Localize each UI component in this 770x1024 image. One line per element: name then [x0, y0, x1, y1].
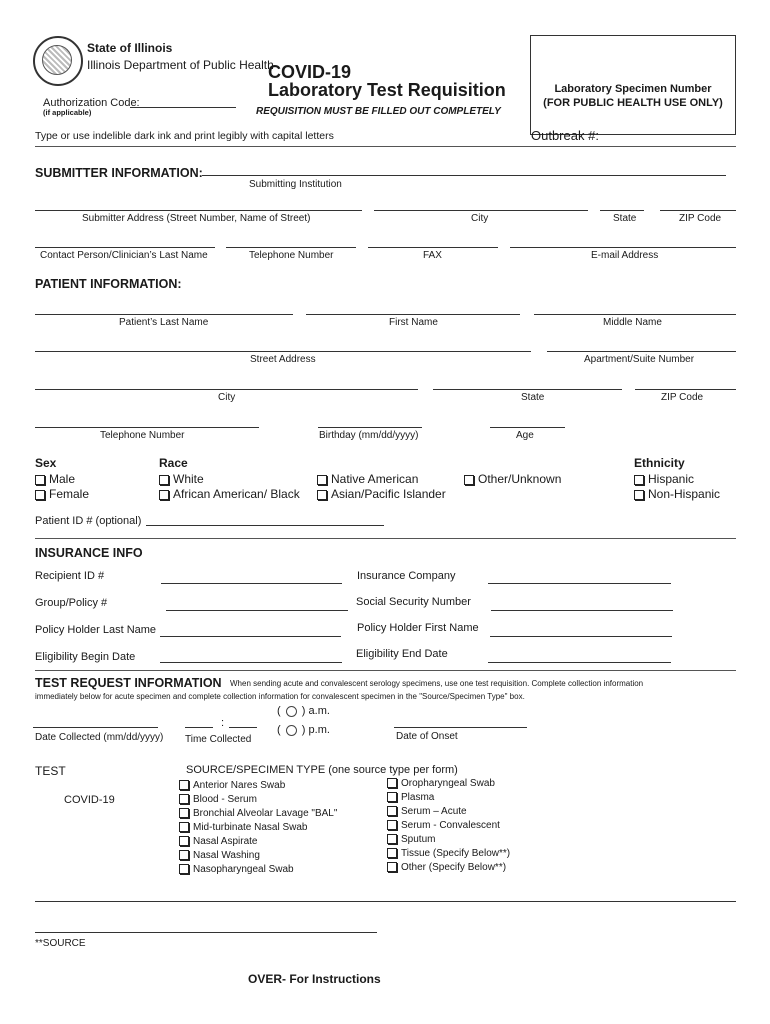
patient-middle-name-field[interactable]	[534, 314, 736, 315]
source-specify-field[interactable]	[35, 932, 377, 933]
eligibility-begin-field[interactable]	[160, 662, 342, 663]
am-option[interactable]	[277, 705, 330, 717]
recipient-id-label: Recipient ID #	[35, 570, 105, 582]
checkbox-icon[interactable]	[387, 862, 397, 872]
state-name: State of Illinois	[87, 41, 173, 55]
patient-first-name-label: First Name	[389, 317, 438, 328]
source-option[interactable]	[387, 777, 510, 791]
submitter-phone-field[interactable]	[226, 247, 356, 248]
submitter-address-label: Submitter Address (Street Number, Name of Street)	[82, 213, 311, 224]
pm-label: ) p.m.	[301, 724, 330, 736]
patient-zip-label: ZIP Code	[661, 392, 704, 403]
date-collected-label: Date Collected (mm/dd/yyyy)	[35, 732, 164, 743]
submitting-institution-label: Submitting Institution	[249, 179, 342, 190]
must-fill-notice: REQUISITION MUST BE FILLED OUT COMPLETELY	[256, 106, 501, 117]
ethnicity-nonhispanic-option[interactable]	[634, 487, 720, 501]
patient-city-label: City	[218, 392, 236, 403]
patient-last-name-label: Patient’s Last Name	[119, 317, 209, 328]
patient-id-field[interactable]	[146, 525, 384, 526]
checkbox-icon[interactable]	[159, 490, 169, 500]
ethnicity-hispanic-label: Hispanic	[648, 472, 695, 486]
race-api-label: Asian/Pacific Islander	[331, 487, 446, 501]
patient-birthday-label: Birthday (mm/dd/yyyy)	[319, 430, 419, 441]
source-option[interactable]	[179, 779, 337, 793]
race-aa-option[interactable]	[159, 487, 300, 501]
checkbox-icon[interactable]	[387, 778, 397, 788]
am-paren: (	[277, 705, 281, 717]
source-option[interactable]	[387, 791, 510, 805]
source-option[interactable]	[387, 819, 510, 833]
test-request-note-line1: When sending acute and convalescent serology specimens, use one test requisition. Complete collection information	[230, 679, 644, 688]
date-collected-field[interactable]	[33, 727, 158, 728]
authorization-code-label: Authorization Code:	[43, 97, 140, 109]
race-na-label: Native American	[331, 472, 419, 486]
patient-city-field[interactable]	[35, 389, 418, 390]
holder-last-name-label: Policy Holder Last Name	[35, 624, 157, 636]
source-label: Sputum	[401, 834, 436, 845]
eligibility-end-field[interactable]	[488, 662, 671, 663]
source-option[interactable]	[387, 847, 510, 861]
patient-state-field[interactable]	[433, 389, 622, 390]
race-na-option[interactable]	[317, 472, 418, 486]
over-instructions: OVER- For Instructions	[248, 972, 381, 986]
holder-first-name-label: Policy Holder First Name	[357, 622, 479, 634]
checkbox-icon[interactable]	[634, 490, 644, 500]
patient-first-name-field[interactable]	[306, 314, 520, 315]
submitter-zip-field[interactable]	[660, 210, 736, 211]
checkbox-icon[interactable]	[387, 792, 397, 802]
submitter-zip-label: ZIP Code	[679, 213, 722, 224]
checkbox-icon[interactable]	[179, 836, 189, 846]
source-option[interactable]	[387, 805, 510, 819]
source-option[interactable]	[179, 821, 337, 835]
holder-first-name-field[interactable]	[490, 636, 672, 637]
source-option[interactable]	[179, 849, 337, 863]
department-name: Illinois Department of Public Health	[87, 58, 274, 72]
checkbox-icon[interactable]	[35, 475, 45, 485]
source-footnote-label: **SOURCE	[35, 938, 86, 949]
patient-birthday-field[interactable]	[318, 427, 422, 428]
eligibility-end-label: Eligibility End Date	[356, 648, 448, 660]
if-applicable-note: (if applicable)	[43, 108, 92, 117]
source-list-left	[179, 779, 337, 877]
patient-heading: PATIENT INFORMATION:	[35, 277, 182, 291]
checkbox-icon[interactable]	[634, 475, 644, 485]
time-minutes-field[interactable]	[229, 727, 257, 728]
patient-age-field[interactable]	[490, 427, 565, 428]
contact-person-field[interactable]	[35, 247, 215, 248]
ink-instructions: Type or use indelible dark ink and print legibly with capital letters	[35, 130, 334, 142]
title-requisition: Laboratory Test Requisition	[268, 80, 506, 100]
source-label: Plasma	[401, 792, 435, 803]
insurance-heading: INSURANCE INFO	[35, 546, 143, 560]
checkbox-icon[interactable]	[179, 794, 189, 804]
radio-am-icon[interactable]	[286, 706, 297, 717]
source-option[interactable]	[179, 807, 337, 821]
patient-phone-label: Telephone Number	[100, 430, 185, 441]
submitter-email-field[interactable]	[510, 247, 736, 248]
patient-street-field[interactable]	[35, 351, 531, 352]
source-label: Other (Specify Below**)	[401, 862, 507, 873]
ethnicity-hispanic-option[interactable]	[634, 472, 694, 486]
source-label: Mid-turbinate Nasal Swab	[193, 822, 308, 833]
patient-street-label: Street Address	[250, 354, 316, 365]
submitter-address-field[interactable]	[35, 210, 362, 211]
source-label: Anterior Nares Swab	[193, 780, 286, 791]
recipient-id-field[interactable]	[161, 583, 342, 584]
checkbox-icon[interactable]	[179, 864, 189, 874]
checkbox-icon[interactable]	[464, 475, 474, 485]
date-onset-label: Date of Onset	[396, 731, 458, 742]
checkbox-icon[interactable]	[179, 822, 189, 832]
holder-last-name-field[interactable]	[160, 636, 341, 637]
lab-specimen-box[interactable]	[530, 35, 736, 135]
source-label: Serum – Acute	[401, 806, 467, 817]
submitter-fax-label: FAX	[423, 250, 442, 261]
patient-last-name-field[interactable]	[35, 314, 293, 315]
sex-male-label: Male	[49, 472, 76, 486]
ethnicity-nonhispanic-label: Non-Hispanic	[648, 487, 721, 501]
source-label: Nasal Aspirate	[193, 836, 258, 847]
time-colon: :	[221, 717, 225, 729]
eligibility-begin-label: Eligibility Begin Date	[35, 651, 136, 663]
checkbox-icon[interactable]	[179, 850, 189, 860]
checkbox-icon[interactable]	[35, 490, 45, 500]
patient-divider	[35, 538, 736, 539]
source-option[interactable]	[179, 863, 337, 877]
checkbox-icon[interactable]	[387, 806, 397, 816]
ssn-label: Social Security Number	[356, 596, 471, 608]
checkbox-icon[interactable]	[387, 820, 397, 830]
specify-below-field[interactable]	[35, 901, 736, 902]
insurance-company-field[interactable]	[488, 583, 671, 584]
source-list-right	[387, 777, 510, 875]
authorization-code-field[interactable]	[130, 107, 236, 108]
group-policy-field[interactable]	[166, 610, 348, 611]
submitter-heading: SUBMITTER INFORMATION:	[35, 166, 203, 180]
race-api-option[interactable]	[317, 487, 446, 501]
race-other-option[interactable]	[464, 472, 561, 486]
source-option[interactable]	[387, 833, 510, 847]
contact-person-label: Contact Person/Clinician’s Last Name	[40, 250, 208, 261]
patient-state-label: State	[521, 392, 545, 403]
patient-zip-field[interactable]	[635, 389, 736, 390]
source-option[interactable]	[387, 861, 510, 875]
race-white-label: White	[173, 472, 204, 486]
source-label: Blood - Serum	[193, 794, 257, 805]
submitter-city-label: City	[471, 213, 489, 224]
source-label: Tissue (Specify Below**)	[401, 848, 511, 859]
lab-box-subtitle: (FOR PUBLIC HEALTH USE ONLY)	[543, 97, 723, 109]
sex-male-option[interactable]	[35, 472, 75, 486]
checkbox-icon[interactable]	[387, 848, 397, 858]
submitter-fax-field[interactable]	[368, 247, 498, 248]
outbreak-label: Outbreak #:	[531, 128, 599, 143]
checkbox-icon[interactable]	[159, 475, 169, 485]
source-label: Nasal Washing	[193, 850, 260, 861]
submitter-state-label: State	[613, 213, 637, 224]
submitter-email-label: E-mail Address	[591, 250, 659, 261]
insurance-company-label: Insurance Company	[357, 570, 456, 582]
patient-id-label: Patient ID # (optional)	[35, 515, 142, 527]
patient-phone-field[interactable]	[35, 427, 259, 428]
checkbox-icon[interactable]	[387, 834, 397, 844]
patient-age-label: Age	[516, 430, 534, 441]
race-label: Race	[159, 456, 188, 470]
race-aa-label: African American/ Black	[173, 487, 300, 501]
illinois-seal-icon	[33, 36, 83, 86]
submitting-institution-field[interactable]	[202, 175, 726, 176]
pm-paren: (	[277, 724, 281, 736]
source-option[interactable]	[179, 793, 337, 807]
race-other-label: Other/Unknown	[478, 472, 562, 486]
insurance-divider	[35, 670, 736, 671]
date-onset-field[interactable]	[394, 727, 527, 728]
submitter-phone-label: Telephone Number	[249, 250, 334, 261]
time-collected-label: Time Collected	[185, 734, 252, 745]
source-option[interactable]	[179, 835, 337, 849]
checkbox-icon[interactable]	[317, 475, 327, 485]
sex-label: Sex	[35, 456, 57, 470]
sex-female-option[interactable]	[35, 487, 89, 501]
test-request-heading: TEST REQUEST INFORMATION	[35, 676, 222, 690]
source-label: Bronchial Alveolar Lavage "BAL"	[193, 808, 338, 819]
checkbox-icon[interactable]	[179, 780, 189, 790]
source-heading: SOURCE/SPECIMEN TYPE (one source type per form)	[186, 764, 458, 776]
submitter-city-field[interactable]	[374, 210, 588, 211]
header-divider	[35, 146, 736, 147]
sex-female-label: Female	[49, 487, 90, 501]
test-value: COVID-19	[64, 794, 115, 806]
source-label: Serum - Convalescent	[401, 820, 500, 831]
group-policy-label: Group/Policy #	[35, 597, 108, 609]
pm-option[interactable]	[277, 724, 330, 736]
patient-apt-field[interactable]	[547, 351, 736, 352]
test-request-note-line2: immediately below for acute specimen and complete collection information for convalescent specimen in the "Source/Specimen Type" box.	[35, 692, 525, 701]
time-hours-field[interactable]	[185, 727, 213, 728]
checkbox-icon[interactable]	[317, 490, 327, 500]
race-white-option[interactable]	[159, 472, 204, 486]
checkbox-icon[interactable]	[179, 808, 189, 818]
patient-middle-name-label: Middle Name	[603, 317, 662, 328]
source-label: Oropharyngeal Swab	[401, 778, 495, 789]
patient-apt-label: Apartment/Suite Number	[584, 354, 695, 365]
source-label: Nasopharyngeal Swab	[193, 864, 294, 875]
test-label: TEST	[35, 764, 66, 778]
title-covid: COVID-19	[268, 62, 352, 82]
ssn-field[interactable]	[491, 610, 673, 611]
am-label: ) a.m.	[301, 705, 330, 717]
ethnicity-label: Ethnicity	[634, 456, 685, 470]
submitter-state-field[interactable]	[600, 210, 644, 211]
radio-pm-icon[interactable]	[286, 725, 297, 736]
lab-box-title: Laboratory Specimen Number	[554, 83, 712, 95]
